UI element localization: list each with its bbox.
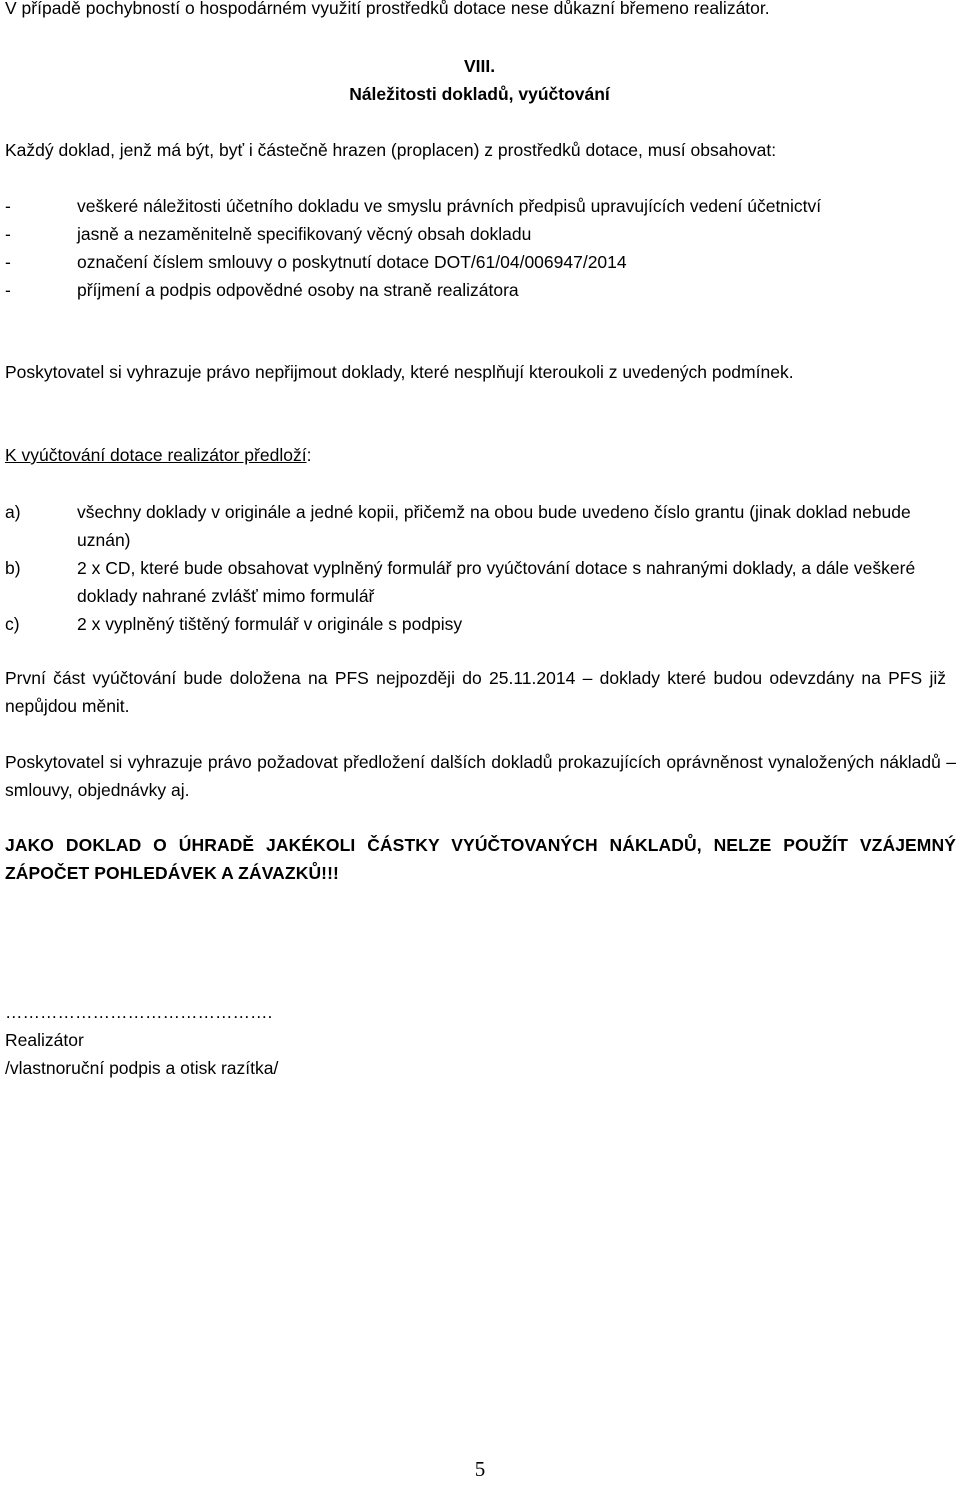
list-item	[5, 610, 950, 638]
settlement-list	[5, 498, 950, 638]
list-item-text: jasně a nezaměnitelně specifikovaný věcný obsah dokladu	[77, 224, 532, 244]
list-marker: b)	[5, 558, 21, 578]
warning-paragraph: JAKO DOKLAD O ÚHRADĚ JAKÉKOLI ČÁSTKY VYÚČTOVANÝCH NÁKLADŮ, NELZE POUŽÍT VZÁJEMNÝ ZÁPOČET POHLEDÁVEK A ZÁVAZKŮ!!!	[5, 835, 956, 883]
list-dash: -	[5, 224, 11, 244]
list-marker: a)	[5, 502, 21, 522]
list-item-text: 2 x CD, které bude obsahovat vyplněný formulář pro vyúčtování dotace s nahranými doklady, a dále veškeré doklady nahrané zvlášť mimo formulář	[77, 558, 916, 606]
settlement-heading-colon: :	[306, 445, 312, 465]
signature-note: /vlastnoruční podpis a otisk razítka/	[5, 1058, 279, 1078]
list-marker: c)	[5, 614, 20, 634]
first-part-paragraph: První část vyúčtování bude doložena na PFS nejpozději do 25.11.2014 – doklady které budou odevzdány na PFS již nepůjdou měnit.	[5, 668, 946, 716]
list-item	[5, 248, 956, 276]
page-number: 5	[474, 1457, 486, 1481]
section-number: VIII.	[463, 56, 496, 76]
requirements-intro: Každý doklad, jenž má být, byť i částečně hrazen (proplacen) z prostředků dotace, musí obsahovat:	[5, 140, 777, 160]
provider-request-paragraph: Poskytovatel si vyhrazuje právo požadovat předložení dalších dokladů prokazujících oprávněnost vynaložených nákladů – smlouvy, objednávky aj.	[5, 752, 956, 800]
list-item-text: veškeré náležitosti účetního dokladu ve smyslu právních předpisů upravujících vedení účetnictví	[77, 196, 822, 216]
list-item-text: příjmení a podpis odpovědné osoby na straně realizátora	[77, 280, 519, 300]
list-item	[5, 192, 956, 220]
list-item	[5, 220, 956, 248]
signature-dots: ……………………………………….	[5, 1002, 273, 1022]
provider-reserve: Poskytovatel si vyhrazuje právo nepřijmout doklady, které nesplňují kteroukoli z uvedených podmínek.	[5, 362, 794, 382]
list-item	[5, 498, 950, 554]
settlement-heading	[5, 441, 954, 469]
list-item-text: 2 x vyplněný tištěný formulář v originále s podpisy	[77, 614, 463, 634]
list-dash: -	[5, 252, 11, 272]
list-item-text: označení číslem smlouvy o poskytnutí dotace DOT/61/04/006947/2014	[77, 252, 627, 272]
signature-role: Realizátor	[5, 1030, 84, 1050]
intro-line: V případě pochybností o hospodárném využití prostředků dotace nese důkazní břemeno realizátor.	[5, 0, 770, 18]
section-title: Náležitosti dokladů, vyúčtování	[349, 84, 610, 104]
list-item	[5, 276, 956, 304]
list-dash: -	[5, 280, 11, 300]
list-dash: -	[5, 196, 11, 216]
list-item-text: všechny doklady v originále a jedné kopii, přičemž na obou bude uvedeno číslo grantu (jinak doklad nebude uznán)	[77, 502, 911, 550]
list-item	[5, 554, 950, 610]
settlement-heading-text: K vyúčtování dotace realizátor předloží	[5, 445, 307, 465]
requirements-list	[5, 192, 956, 304]
